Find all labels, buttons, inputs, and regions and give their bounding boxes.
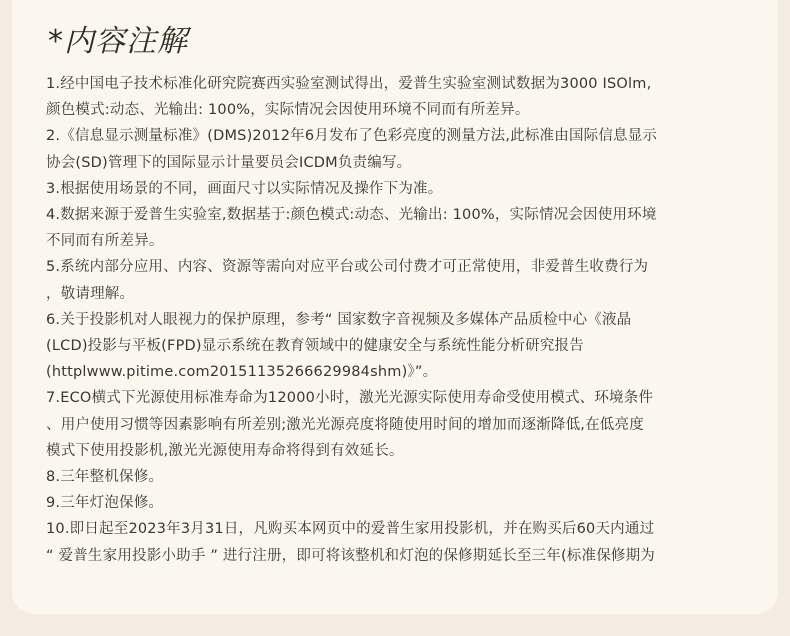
note-line: “ 爱普生家用投影小助手 ” 进行注册，即可将该整机和灯泡的保修期延长至三年(标准保修期为: [46, 547, 656, 564]
note-line: 5.系统内部分应用、内容、资源等需向对应平台或公司付费才可正常使用，非爱普生收费行为: [46, 259, 649, 276]
notes-list: [46, 71, 766, 569]
note-item: [46, 385, 766, 464]
note-line: 颜色模式:动态、光输出: 100%，实际情况会因使用环境不同而有所差异。: [46, 102, 530, 119]
note-line: 不同而有所差异。: [46, 233, 164, 250]
note-item: [46, 307, 766, 386]
note-line: 2.《信息显示测量标准》(DMS)2012年6月发布了色彩亮度的测量方法,此标准由国际信息显示: [46, 128, 658, 145]
note-item: [46, 516, 766, 568]
note-line: (LCD)投影与平板(FPD)显示系统在教育领域中的健康安全与系统性能分析研究报告: [46, 338, 584, 355]
note-item: [46, 71, 766, 123]
note-item: [46, 123, 766, 175]
note-item: [46, 254, 766, 306]
note-item: [46, 464, 766, 490]
note-line: 9.三年灯泡保修。: [46, 495, 164, 512]
note-line: (httplwww.pitime.com20151135266629984shm)》”。: [46, 364, 438, 381]
note-line: 7.ECO横式下光源使用标准寿命为12000小时，激光光源实际使用寿命受使用模式、环境条件: [46, 390, 654, 407]
note-line: 6.关于投影机对人眼视力的保护原理，参考“ 国家数字音视频及多媒体产品质检中心《液晶: [46, 311, 632, 328]
note-line: ，敬请理解。: [46, 285, 135, 302]
note-line: 1.经中国电子技术标准化研究院赛西实验室测试得出，爱普生实验室测试数据为3000 ISOlm,: [46, 76, 652, 92]
page-title: *内容注解: [48, 24, 188, 59]
note-item: [46, 202, 766, 254]
note-line: 、用户使用习惯等因素影响有所差别;激光光源亮度将随使用时间的增加而逐渐降低,在低亮度: [46, 416, 644, 433]
note-line: 3.根据使用场景的不同，画面尺寸以实际情况及操作下为准。: [46, 180, 443, 197]
note-line: 4.数据来源于爱普生实验室,数据基于:颜色模式:动态、光输出: 100%，实际情况会因使用环境: [46, 207, 657, 224]
note-line: 模式下使用投影机,激光光源使用寿命将得到有效延长。: [46, 442, 404, 459]
note-item: [46, 490, 766, 516]
note-line: 8.三年整机保修。: [46, 469, 164, 486]
note-line: 10.即日起至2023年3月31日，凡购买本网页中的爱普生家用投影机，并在购买后60天内通过: [46, 521, 655, 538]
note-item: [46, 176, 766, 202]
note-line: 协会(SD)管理下的国际显示计量要员会ICDM负责编写。: [46, 154, 412, 171]
notes-panel: [12, 0, 778, 614]
